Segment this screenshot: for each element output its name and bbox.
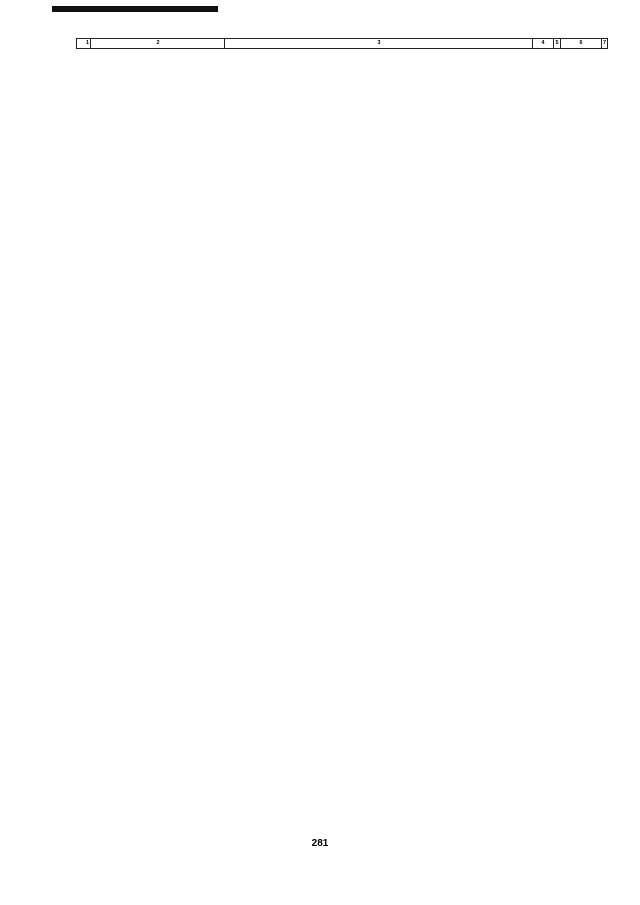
works-table-container (76, 38, 607, 49)
page-number: 281 (311, 838, 329, 849)
works-table (76, 38, 608, 49)
header-cell-7: 7 (602, 39, 608, 49)
header-cell-6: 6 (561, 39, 602, 49)
header-cell-4: 4 (533, 39, 554, 49)
header-cell-1: 1 (77, 39, 91, 49)
top-rule (52, 6, 218, 12)
header-cell-3: 3 (225, 39, 533, 49)
header-row (77, 39, 608, 49)
header-cell-5: 5 (554, 39, 561, 49)
header-cell-2: 2 (91, 39, 225, 49)
